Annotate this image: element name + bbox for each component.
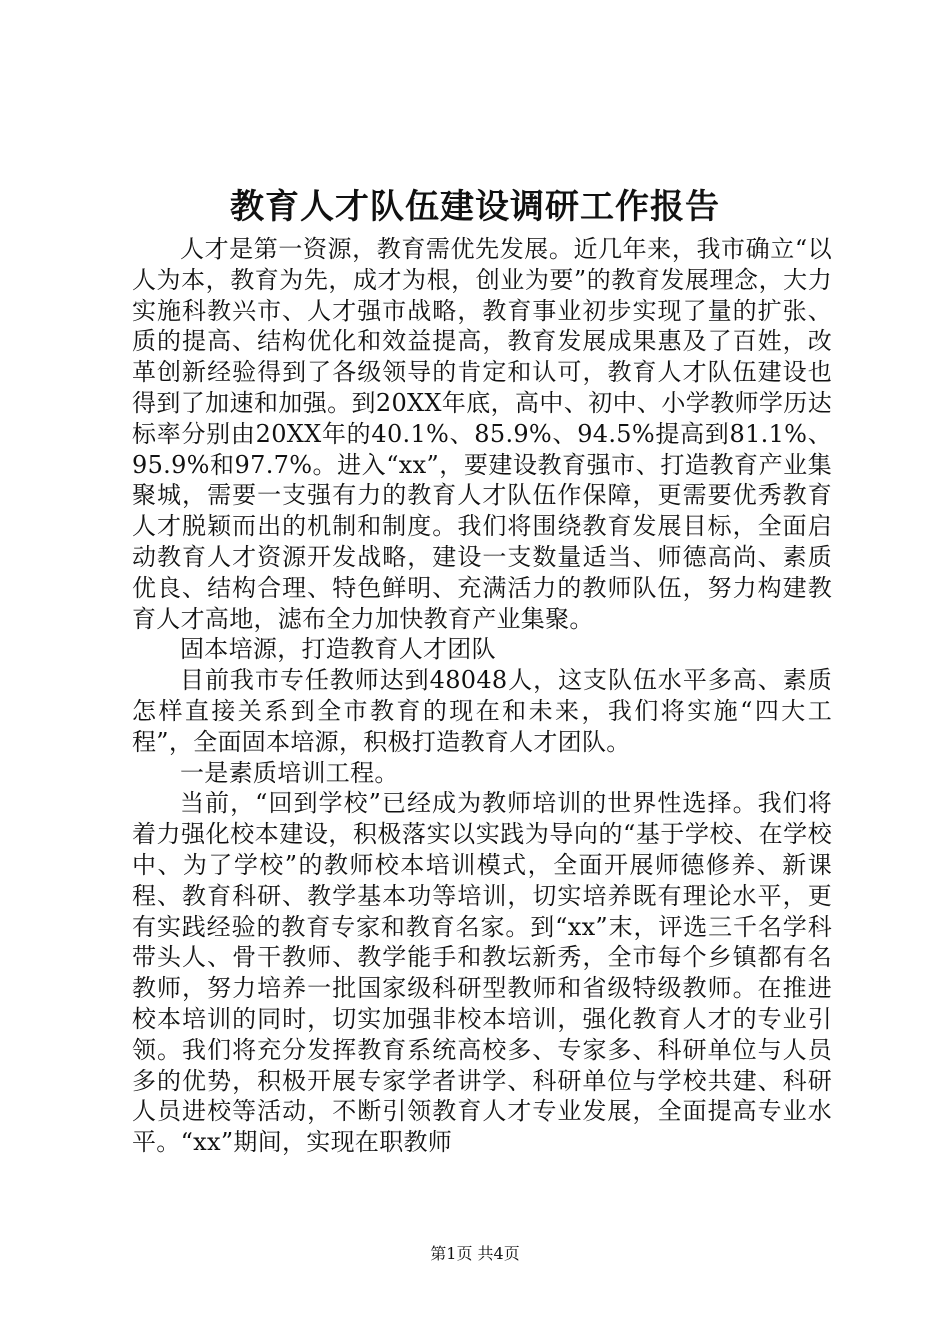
document-title: 教育人才队伍建设调研工作报告 — [230, 187, 720, 227]
page-number-footer: 第1页 共4页 — [430, 1244, 520, 1263]
paragraph-teachers: 目前我市专任教师达到48048人，这支队伍水平多高、素质怎样直接关系到全市教育的现在和未来，我们将实施“四大工程”，全面固本培源，积极打造教育人才团队。 — [132, 666, 832, 756]
paragraph-training: 当前，“回到学校”已经成为教师培训的世界性选择。我们将着力强化校本建设，积极落实以实践为导向的“基于学校、在学校中、为了学校”的教师校本培训模式，全面开展师德修养、新课程、教育科研、教学基本功等培训，切实培养既有理论水平，更有实践经验的教育专家和教育名家。到“xx”末，评选三千名学科带头人、骨干教师、教学能手和教坛新秀，全市每个乡镇都有名教师，努力培养一批国家级科研型教师和省级特级教师。在推进校本培训的同时，切实加强非校本培训，强化教育人才的专业引领。我们将充分发挥教育系统高校多、专家多、科研单位与人员多的优势，积极开展专家学者讲学、科研单位与学校共建、科研人员进校等活动，不断引领教育人才专业发展，全面提高专业水平。“xx”期间，实现在职教师 — [132, 789, 832, 1157]
document-body — [132, 234, 832, 1158]
subsection-heading: 一是素质培训工程。 — [180, 758, 399, 787]
paragraph-intro: 人才是第一资源，教育需优先发展。近几年来，我市确立“以人为本，教育为先，成才为根，创业为要”的教育发展理念，大力实施科教兴市、人才强市战略，教育事业初步实现了量的扩张、质的提高、结构优化和效益提高，教育发展成果惠及了百姓，改革创新经验得到了各级领导的肯定和认可，教育人才队伍建设也得到了加速和加强。到20XX年底，高中、初中、小学教师学历达标率分别由20XX年的40.1%、85.9%、94.5%提高到81.1%、95.9%和97.7%。进入“xx”，要建设教育强市、打造教育产业集聚城，需要一支强有力的教育人才队伍作保障，更需要优秀教育人才脱颖而出的机制和制度。我们将围绕教育发展目标，全面启动教育人才资源开发战略，建设一支数量适当、师德高尚、素质优良、结构合理、特色鲜明、充满活力的教师队伍，努力构建教育人才高地，滤布全力加快教育产业集聚。 — [132, 235, 832, 633]
section-heading: 固本培源，打造教育人才团队 — [180, 635, 496, 664]
